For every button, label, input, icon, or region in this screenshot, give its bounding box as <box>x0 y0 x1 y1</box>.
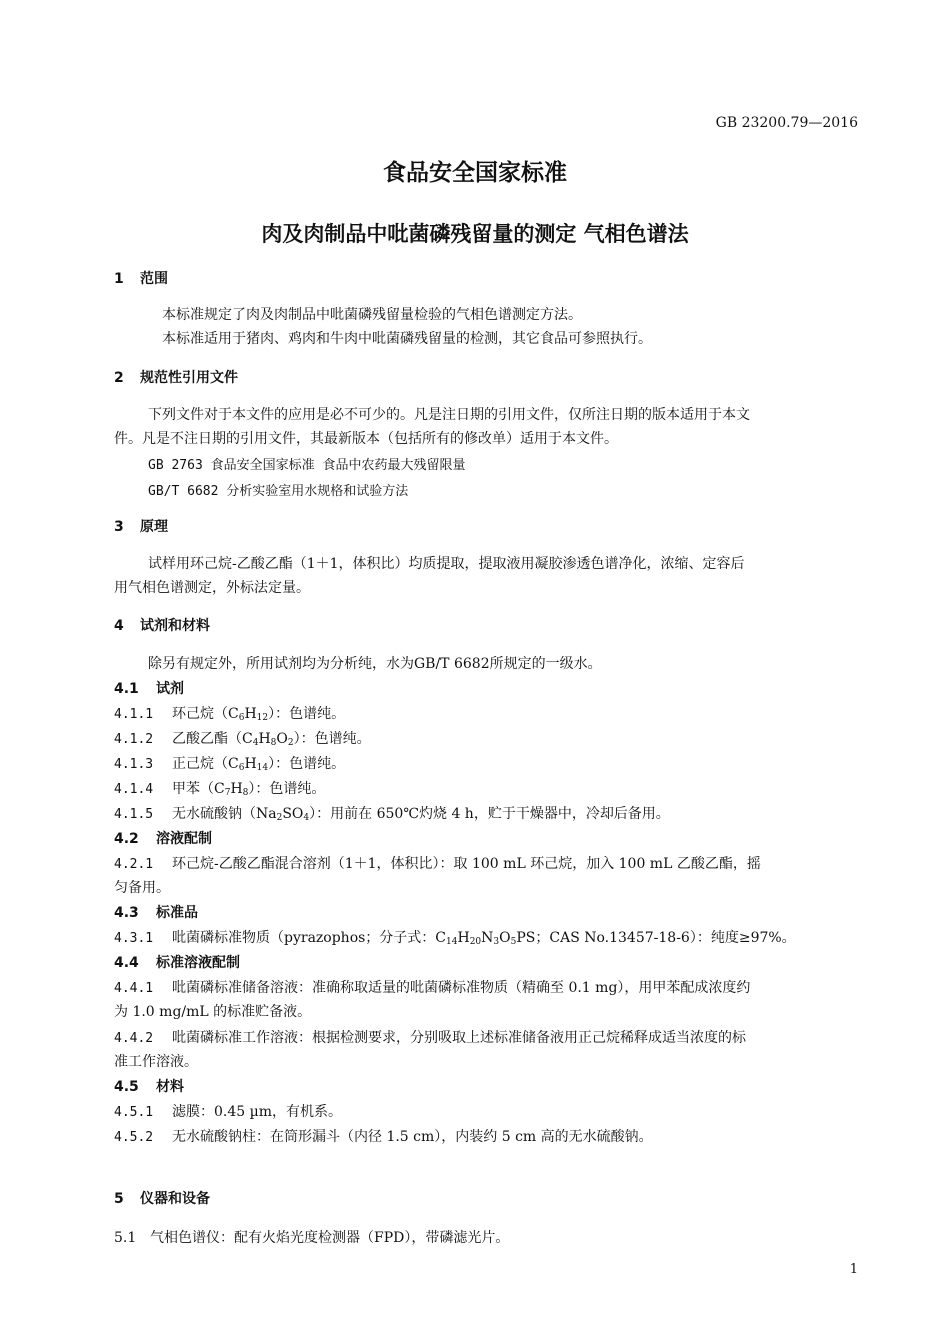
section-2-para-line-1: 下列文件对于本文件的应用是必不可少的。凡是注日期的引用文件，仅所注日期的版本适用于本文 <box>148 407 750 423</box>
item-5-1: 5.1 气相色谱仪：配有火焰光度检测器（FPD），带磷滤光片。 <box>114 1230 510 1246</box>
item-4-5-1: 4.5.1 滤膜：0.45 µm，有机系。 <box>114 1104 342 1120</box>
item-4-1-5: 4.1.5 无水硫酸钠$(Na_2SO_4)$：用前在 650℃灼烧 4 h，贮于干燥器中，冷却后备用。 <box>114 806 670 823</box>
page-subtitle: 肉及肉制品中吡菌磷残留量的测定 气相色谱法 <box>261 222 689 246</box>
page-title: 食品安全国家标准 <box>383 160 567 186</box>
item-4-1-1: 4.1.1 环己烷$(C_6H_{12})$：色谱纯。 <box>114 706 346 723</box>
section-4-3-heading: 4.3 标准品 <box>114 905 198 921</box>
reference-gbt6682: GB/T 6682 分析实验室用水规格和试验方法 <box>148 484 409 499</box>
standard-code: GB 23200.79—2016 <box>715 115 858 131</box>
reference-gb2763: GB 2763 食品安全国家标准 食品中农药最大残留限量 <box>148 458 466 473</box>
section-4-intro: 除另有规定外，所用试剂均为分析纯，水为GB/T 6682所规定的一级水。 <box>148 656 602 672</box>
section-1-para-1: 本标准规定了肉及肉制品中吡菌磷残留量检验的气相色谱测定方法。 <box>162 307 582 323</box>
section-4-4-heading: 4.4 标准溶液配制 <box>114 955 240 971</box>
item-4-4-2: 4.4.2 吡菌磷标准工作溶液：根据检测要求，分别吸取上述标准储备液用正己烷稀释成适当浓度的标 <box>114 1030 746 1046</box>
section-4-heading: 4 试剂和材料 <box>114 618 210 634</box>
section-4-2-heading: 4.2 溶液配制 <box>114 831 212 847</box>
section-2-heading: 2 规范性引用文件 <box>114 370 238 386</box>
item-4-5-2: 4.5.2 无水硫酸钠柱：在筒形漏斗（内径 1.5 cm），内装约 5 cm 高的无水硫酸钠。 <box>114 1129 653 1145</box>
section-2-para-line-2: 件。凡是不注日期的引用文件，其最新版本（包括所有的修改单）适用于本文件。 <box>114 431 618 447</box>
section-1-heading: 1 范围 <box>114 271 168 287</box>
section-3-para-line-2: 用气相色谱测定，外标法定量。 <box>114 580 310 596</box>
item-4-4-1-cont: 为 1.0 mg/mL 的标准贮备液。 <box>114 1004 312 1020</box>
item-4-1-3: 4.1.3 正己烷$(C_6H_{14})$：色谱纯。 <box>114 756 346 773</box>
item-4-4-1: 4.4.1 吡菌磷标准储备溶液：准确称取适量的吡菌磷标准物质（精确至 0.1 mg），用甲苯配成浓度约 <box>114 980 751 996</box>
item-4-3-1: 4.3.1 吡菌磷标准物质（pyrazophos；分子式：$C_{14}H_{20}N_3O_5PS$；CAS No.13457-18-6）：纯度≥97%。 <box>114 930 796 947</box>
section-4-5-heading: 4.5 材料 <box>114 1079 184 1095</box>
section-1-para-2: 本标准适用于猪肉、鸡肉和牛肉中吡菌磷残留量的检测，其它食品可参照执行。 <box>162 331 652 347</box>
item-4-1-2: 4.1.2 乙酸乙酯$(C_4H_8O_2)$：色谱纯。 <box>114 731 371 748</box>
section-4-1-heading: 4.1 试剂 <box>114 681 184 697</box>
item-4-2-1: 4.2.1 环己烷-乙酸乙酯混合溶剂（1＋1，体积比）：取 100 mL 环己烷，加入 100 mL 乙酸乙酯，摇 <box>114 856 761 872</box>
section-3-heading: 3 原理 <box>114 519 168 535</box>
section-3-para-line-1: 试样用环己烷-乙酸乙酯（1＋1，体积比）均质提取，提取液用凝胶渗透色谱净化，浓缩、定容后 <box>148 556 745 572</box>
page-number: 1 <box>849 1262 858 1277</box>
item-4-1-4: 4.1.4 甲苯$(C_7H_8)$：色谱纯。 <box>114 781 326 798</box>
item-4-2-1-cont: 匀备用。 <box>114 880 170 896</box>
item-4-4-2-cont: 准工作溶液。 <box>114 1054 198 1070</box>
section-5-heading: 5 仪器和设备 <box>114 1191 210 1207</box>
